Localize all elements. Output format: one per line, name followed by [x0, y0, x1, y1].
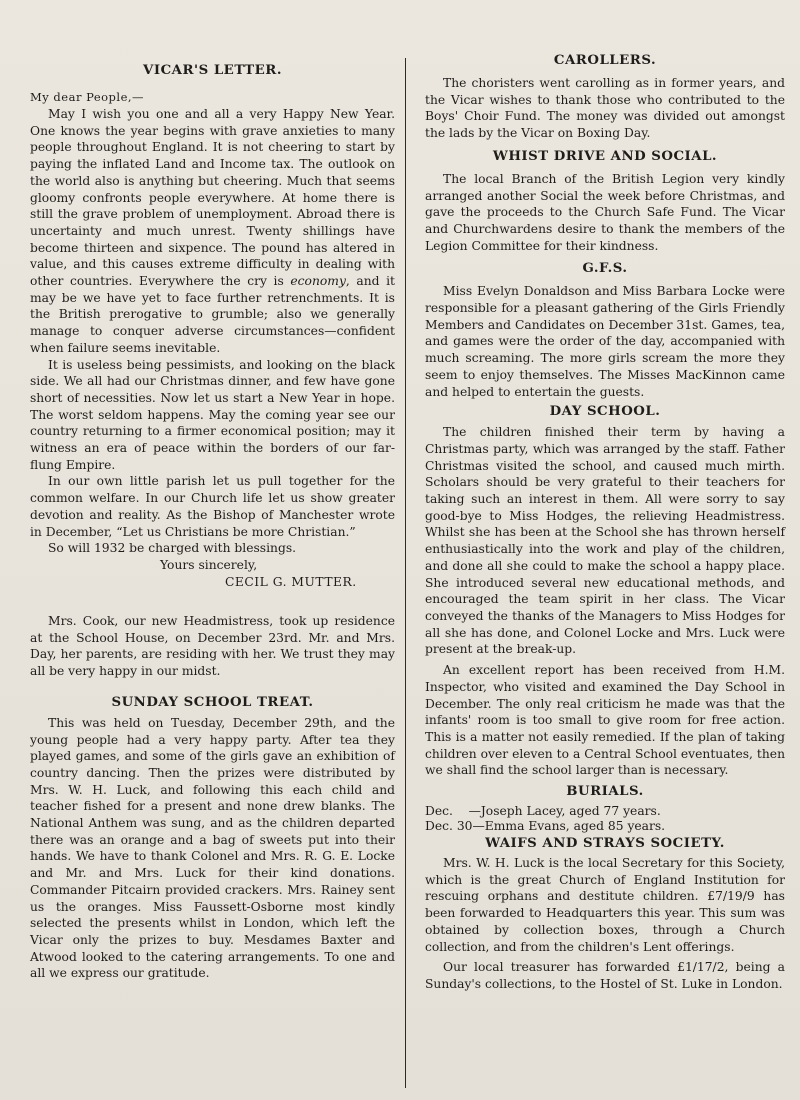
day-school-paragraph: The children finished their term by having a Christmas party, which was arranged by the staff. Father Christmas visited the school, and caused much mirth. Scholars should be very grateful to their teachers for taking such an interest in them. All were sorry to say good-bye to Miss Hodges, the relieving Headmistress. Whilst she has been at the School she has thrown herself enthusiastically into the work and play of the children, and done all she could to make the school a happy place. She introduced several new educational methods, and encouraged the team spirit in her class. The Vicar conveyed the thanks of the Managers to Miss Hodges for all she has done, and Colonel Locke and Mrs. Luck were present at the break-up.	[425, 425, 785, 657]
vicar-letter-paragraph: In our own little parish let us pull together for the common welfare. In our Church life let us show greater devotion and reality. As the Bishop of Manchester wrote in December, “Let us Christians be more Christian.”	[30, 474, 395, 539]
waifs-strays-paragraph: Mrs. W. H. Luck is the local Secretary for this Society, which is the great Church of England Institution for rescuing orphans and destitute children. £7/19/9 has been forwarded to Headquarters this year. This sum was obtained by collection boxes, through a Church collection, and from the children's Lent offerings.	[425, 856, 785, 954]
vicar-letter-paragraph: So will 1932 be charged with blessings.	[48, 541, 297, 556]
vicar-letter-text: May I wish you one and all a very Happy New Year. One knows the year begins with grave anxieties to many people throughout England. It is not cheering to start by paying the inflated Land and Income tax. The outlook on the world also is anything but cheering. Much that seems gloomy confronts people everywhere. At home there is still the grave problem of unemployment. Abroad there is uncertainty and much unrest. Twenty shillings have become thirteen and sixpence. The pound has altered in value, and this causes extreme difficulty in dealing with other countries. Everywhere the cry is	[30, 107, 395, 289]
column-divider	[405, 58, 406, 1088]
burial-entry: Dec. 30—Emma Evans, aged 85 years.	[425, 819, 666, 834]
vicar-letter-text: , and it may be we have yet to face further retrenchments. It is the British prerogative to grumble; also we generally manage to conquer adverse circumstances—confident when failure seems inevitable.	[30, 274, 395, 355]
waifs-strays-heading: WAIFS AND STRAYS SOCIETY.	[485, 836, 725, 852]
burials-heading: BURIALS.	[566, 784, 644, 800]
sunday-school-heading: SUNDAY SCHOOL TREAT.	[111, 694, 314, 710]
day-school-heading: DAY SCHOOL.	[549, 404, 661, 420]
left-column	[30, 50, 395, 982]
vicar-letter-paragraph: It is useless being pessimists, and looking on the black side. We all had our Christmas dinner, and few have gone short of necessities. Now let us start a New Year in hope. The worst seldom happens. May the coming year see our country returning to a firmer economical position; may it witness an era of peace within the borders of our far-flung Empire.	[30, 357, 395, 472]
headmistress-paragraph: Mrs. Cook, our new Headmistress, took up residence at the School House, on December 23rd. Mr. and Mrs. Day, her parents, are residing with her. We trust they may all be very happy in our midst.	[30, 613, 395, 679]
whist-drive-heading: WHIST DRIVE AND SOCIAL.	[492, 148, 718, 164]
carollers-heading: CAROLLERS.	[553, 53, 657, 68]
sunday-school-paragraph: This was held on Tuesday, December 29th, and the young people had a very happy party. After tea they played games, and some of the girls gave an exhibition of country dancing. Then the prizes were distributed by Mrs. W. H. Luck, and following this each child and teacher fished for a present and none drew blanks. The National Anthem was sung, and as the children departed there was an orange and a bag of sweets put into their hands. We have to thank Colonel and Mrs. R. G. E. Locke and Mr. and Mrs. Luck for their kind donations. Commander Pitcairn provided crackers. Mrs. Rainey sent us the oranges. Miss Faussett-Osborne most kindly selected the presents whilst in London, which left the Vicar only the prizes to buy. Mesdames Baxter and Atwood looked to the catering arrangements. To one and all we express our gratitude.	[30, 715, 395, 981]
salutation: My dear People,—	[30, 90, 145, 104]
signoff: Yours sincerely,	[160, 557, 258, 572]
whist-drive-paragraph: The local Branch of the British Legion very kindly arranged another Social the week before Christmas, and gave the proceeds to the Church Safe Fund. The Vicar and Churchwardens desire to thank the members of the Legion Committee for their kindness.	[425, 171, 785, 253]
burial-entry: Dec. —Joseph Lacey, aged 77 years.	[425, 804, 661, 819]
emphasis-word: economy	[290, 274, 346, 289]
vicar-letter-paragraph	[30, 106, 395, 357]
carollers-paragraph: The choristers went carolling as in former years, and the Vicar wishes to thank those who contributed to the Boys' Choir Fund. The money was divided out amongst the lads by the Vicar on Boxing Day.	[425, 76, 785, 141]
day-school-paragraph: An excellent report has been received from H.M. Inspector, who visited and examined the Day School in December. The only real criticism he made was that the infants' room is too small to give room for free action. This is a matter not easily remedied. If the plan of taking children over eleven to a Central School eventuates, then we shall find the school larger than is necessary.	[425, 663, 785, 778]
gfs-heading: G.F.S.	[582, 261, 628, 277]
gfs-paragraph: Miss Evelyn Donaldson and Miss Barbara Locke were responsible for a pleasant gathering of the Girls Friendly Members and Candidates on December 31st. Games, tea, and games were the order of the day, accompanied with much screaming. The more girls scream the more they seem to enjoy themselves. The Misses MacKinnon came and helped to entertain the guests.	[425, 284, 785, 399]
vicar-letter-heading: VICAR'S LETTER.	[143, 63, 282, 78]
signature: CECIL G. MUTTER.	[225, 574, 357, 589]
right-column	[425, 50, 785, 993]
waifs-strays-paragraph: Our local treasurer has forwarded £1/17/2, being a Sunday's collections, to the Hostel of St. Luke in London.	[425, 960, 785, 991]
